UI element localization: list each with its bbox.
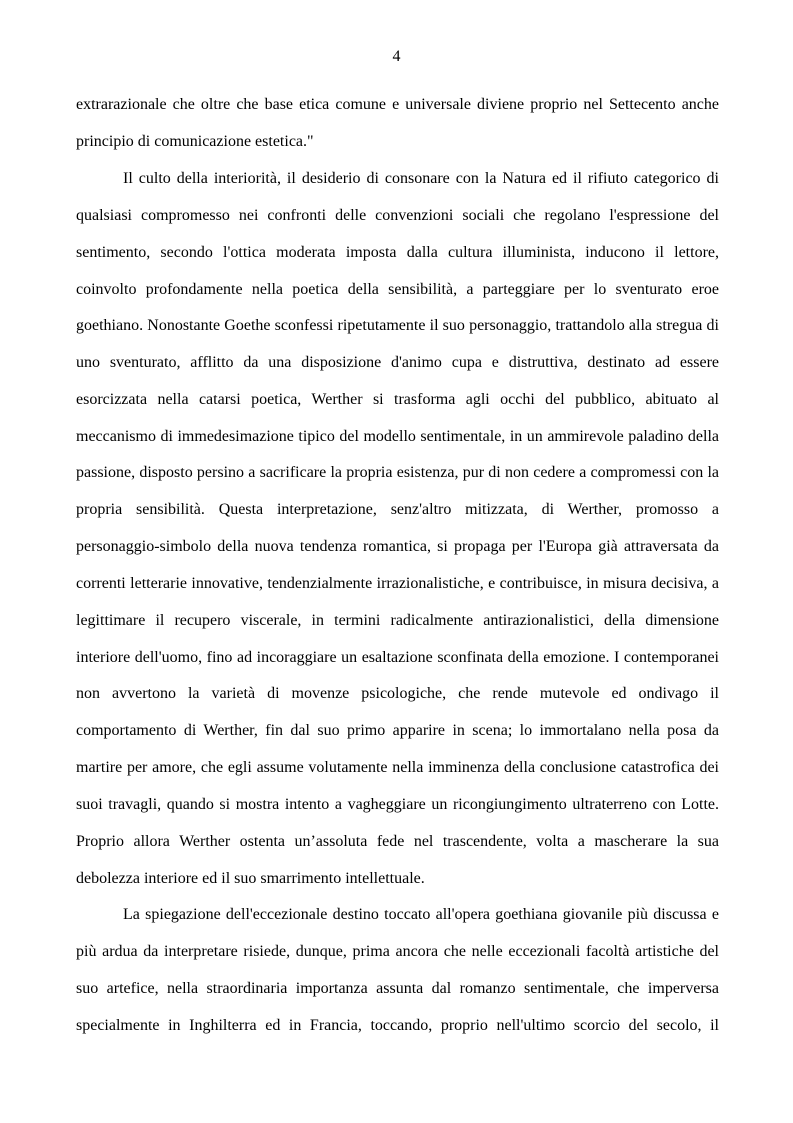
text-line: qualsiasi compromesso nei confronti delle convenzioni sociali che regolano l'espressione del (76, 207, 719, 224)
text-line: interiore dell'uomo, fino ad incoraggiare un esaltazione sconfinata della emozione. I contemporanei (76, 649, 719, 666)
text-line: personaggio-simbolo della nuova tendenza romantica, si propaga per l'Europa già attraversata da (76, 538, 719, 555)
text-line: martire per amore, che egli assume volutamente nella imminenza della conclusione catastrofica dei (76, 759, 719, 776)
text-line: suo artefice, nella straordinaria importanza assunta dal romanzo sentimentale, che imperversa (76, 980, 719, 997)
text-line: comportamento di Werther, fin dal suo primo apparire in scena; lo immortalano nella posa da (76, 722, 719, 739)
text-line: non avvertono la varietà di movenze psicologiche, che rende mutevole ed ondivago il (76, 685, 719, 702)
text-line: legittimare il recupero viscerale, in termini radicalmente antirazionalistici, della dimensione (76, 612, 719, 629)
text-line: goethiano. Nonostante Goethe sconfessi ripetutamente il suo personaggio, trattandolo alla stregua di (76, 317, 719, 334)
text-line: meccanismo di immedesimazione tipico del modello sentimentale, in un ammirevole paladino della (76, 428, 719, 445)
text-line: principio di comunicazione estetica." (76, 133, 314, 150)
text-line: suoi travagli, quando si mostra intento a vagheggiare un ricongiungimento ultraterreno con Lotte. (76, 796, 719, 813)
text-line: sentimento, secondo l'ottica moderata imposta dalla cultura illuminista, inducono il lettore, (76, 244, 719, 261)
text-line: specialmente in Inghilterra ed in Francia, toccando, proprio nell'ultimo scorcio del secolo, il (76, 1017, 719, 1034)
text-line: esorcizzata nella catarsi poetica, Werther si trasforma agli occhi del pubblico, abituato al (76, 391, 719, 408)
text-line: più ardua da interpretare risiede, dunque, prima ancora che nelle eccezionali facoltà artistiche del (76, 943, 719, 960)
text-line: passione, disposto persino a sacrificare la propria esistenza, pur di non cedere a compromessi con la (76, 464, 719, 481)
text-line: coinvolto profondamente nella poetica della sensibilità, a parteggiare per lo sventurato eroe (76, 281, 719, 298)
text-line: uno sventurato, afflitto da una disposizione d'animo cupa e distruttiva, destinato ad essere (76, 354, 719, 371)
text-line: Proprio allora Werther ostenta un’assoluta fede nel trascendente, volta a mascherare la sua (76, 833, 719, 850)
text-line: correnti letterarie innovative, tendenzialmente irrazionalistiche, e contribuisce, in misura decisiva, a (76, 575, 719, 592)
text-line: Il culto della interiorità, il desiderio di consonare con la Natura ed il rifiuto categorico di (123, 170, 719, 187)
text-line: debolezza interiore ed il suo smarrimento intellettuale. (76, 870, 425, 887)
text-line: extrarazionale che oltre che base etica comune e universale diviene proprio nel Settecento anche (76, 96, 719, 113)
page-number: 4 (392, 48, 401, 65)
text-line: La spiegazione dell'eccezionale destino toccato all'opera goethiana giovanile più discussa e (123, 906, 719, 923)
text-line: propria sensibilità. Questa interpretazione, senz'altro mitizzata, di Werther, promosso a (76, 501, 719, 518)
